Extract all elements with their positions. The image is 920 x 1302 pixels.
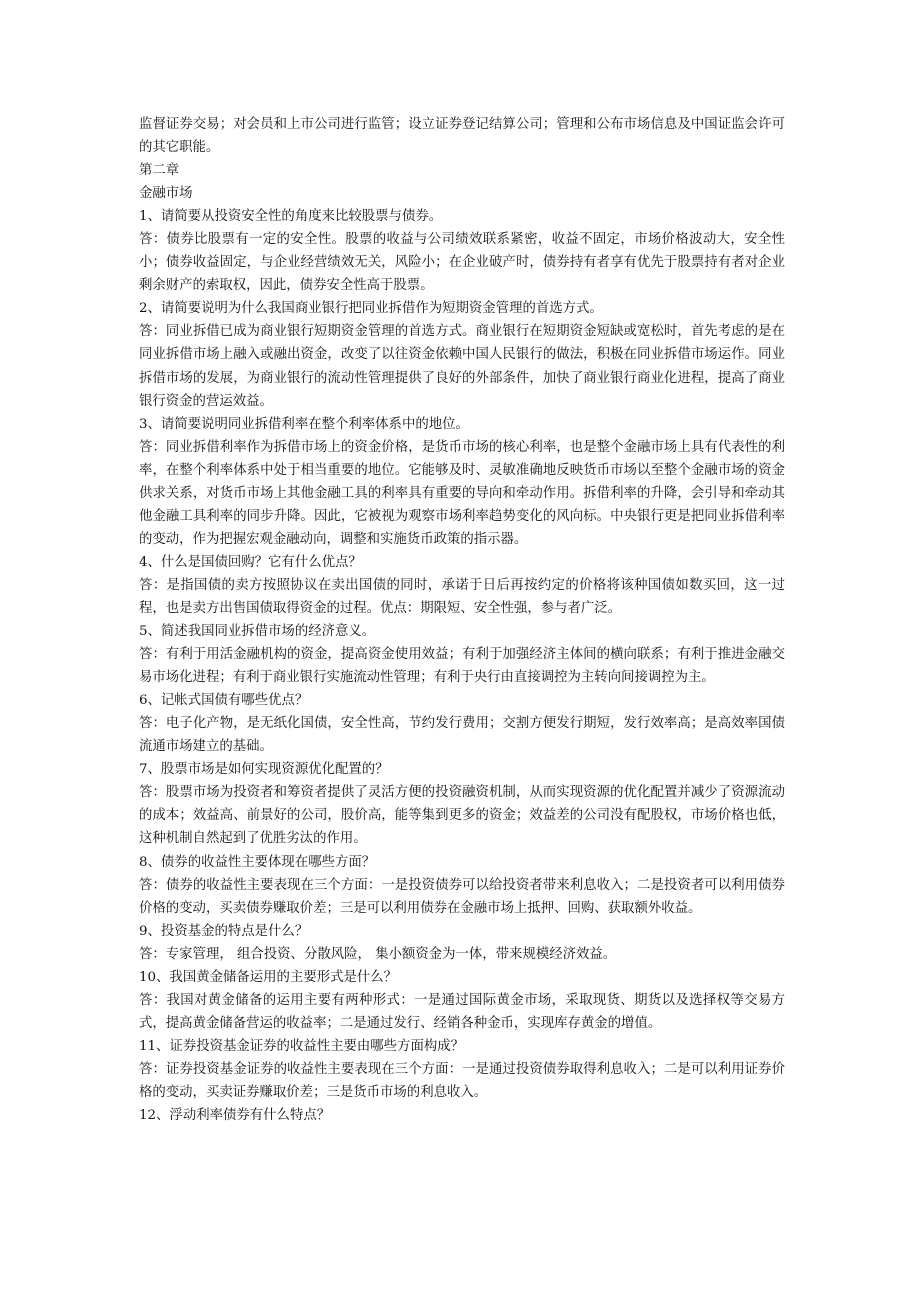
question-12: 12、浮动利率债券有什么特点？ — [139, 1108, 331, 1124]
answer-5: 答：有利于用活金融机构的资金，提高资金使用效益；有利于加强经济主体间的横向联系；有利于推进金融交易市场化进程；有利于商业银行实施流动性管理；有利于央行由直接调控为主转向间接调控为主。 — [139, 647, 785, 686]
intro-paragraph: 监督证券交易；对会员和上市公司进行监管；设立证券登记结算公司；管理和公布市场信息及中国证监会许可的其它职能。 — [139, 117, 785, 156]
answer-4: 答：是指国债的卖方按照协议在卖出国债的同时，承诺于日后再按约定的价格将该种国债如数买回，这一过程，也是卖方出售国债取得资金的过程。优点：期限短、安全性强，参与者广泛。 — [139, 577, 785, 616]
question-1: 1、请简要从投资安全性的角度来比较股票与债券。 — [139, 209, 443, 225]
question-4: 4、什么是国债回购？它有什么优点？ — [139, 554, 362, 570]
answer-2: 答：同业拆借已成为商业银行短期资金管理的首选方式。商业银行在短期资金短缺或宽松时，首先考虑的是在同业拆借市场上融入或融出资金，改变了以往资金依赖中国人民银行的做法，积极在同业拆借市场运作。同业拆借市场的发展，为商业银行的流动性管理提供了良好的外部条件，加快了商业银行商业化进程，提高了商业银行资金的营运效益。 — [139, 324, 785, 409]
document-page — [139, 113, 785, 1127]
question-8: 8、债券的收益性主要体现在哪些方面？ — [139, 854, 376, 870]
answer-8: 答：债券的收益性主要表现在三个方面：一是投资债券可以给投资者带来利息收入；二是投资者可以利用债券价格的变动，买卖债券赚取价差；三是可以利用债券在金融市场上抵押、回购、获取额外收益。 — [139, 877, 785, 916]
answer-1: 答：债券比股票有一定的安全性。股票的收益与公司绩效联系紧密，收益不固定，市场价格波动大，安全性小；债券收益固定，与企业经营绩效无关，风险小；在企业破产时，债券持有者享有优先于股票持有者对企业剩余财产的索取权，因此，债券安全性高于股票。 — [139, 232, 785, 294]
question-6: 6、记帐式国债有哪些优点？ — [139, 693, 309, 709]
question-2: 2、请简要说明为什么我国商业银行把同业拆借作为短期资金管理的首选方式。 — [139, 301, 603, 317]
question-5: 5、简述我国同业拆借市场的经济意义。 — [139, 624, 376, 640]
answer-3: 答：同业拆借利率作为拆借市场上的资金价格，是货币市场的核心利率，也是整个金融市场上具有代表性的利率，在整个利率体系中处于相当重要的地位。它能够及时、灵敏准确地反映货币市场以至整个金融市场的资金供求关系，对货币市场上其他金融工具的利率具有重要的导向和牵动作用。拆借利率的升降，会引导和牵动其他金融工具利率的同步升降。因此，它被视为观察市场利率趋势变化的风向标。中央银行更是把同业拆借利率的变动，作为把握宏观金融动向，调整和实施货币政策的指示器。 — [139, 439, 785, 547]
answer-6: 答：电子化产物，是无纸化国债，安全性高，节约发行费用；交割方便发行期短，发行效率高；是高效率国债流通市场建立的基础。 — [139, 716, 785, 755]
answer-7: 答：股票市场为投资者和筹资者提供了灵活方便的投资融资机制，从而实现资源的优化配置并减少了资源流动的成本；效益高、前景好的公司，股价高，能等集到更多的资金；效益差的公司没有配股权，市场价格也低，这种机制自然起到了优胜劣汰的作用。 — [139, 785, 785, 847]
section-heading: 金融市场 — [139, 186, 193, 202]
question-7: 7、股票市场是如何实现资源优化配置的？ — [139, 762, 389, 778]
question-9: 9、投资基金的特点是什么？ — [139, 923, 309, 939]
question-11: 11、证券投资基金证券的收益性主要由哪些方面构成？ — [139, 1038, 465, 1054]
chapter-heading: 第二章 — [139, 163, 180, 179]
answer-11: 答：证券投资基金证券的收益性主要表现在三个方面：一是通过投资债券取得利息收入；二是可以利用证券价格的变动，买卖证券赚取价差；三是货币市场的利息收入。 — [139, 1061, 785, 1100]
question-10: 10、我国黄金储备运用的主要形式是什么？ — [139, 969, 398, 985]
answer-10: 答：我国对黄金储备的运用主要有两种形式：一是通过国际黄金市场，采取现货、期货以及选择权等交易方式，提高黄金储备营运的收益率；二是通过发行、经销各种金币，实现库存黄金的增值。 — [139, 992, 785, 1031]
question-3: 3、请简要说明同业拆借利率在整个利率体系中的地位。 — [139, 416, 469, 432]
answer-9: 答：专家管理， 组合投资、分散风险， 集小额资金为一体，带来规模经济效益。 — [139, 946, 617, 962]
